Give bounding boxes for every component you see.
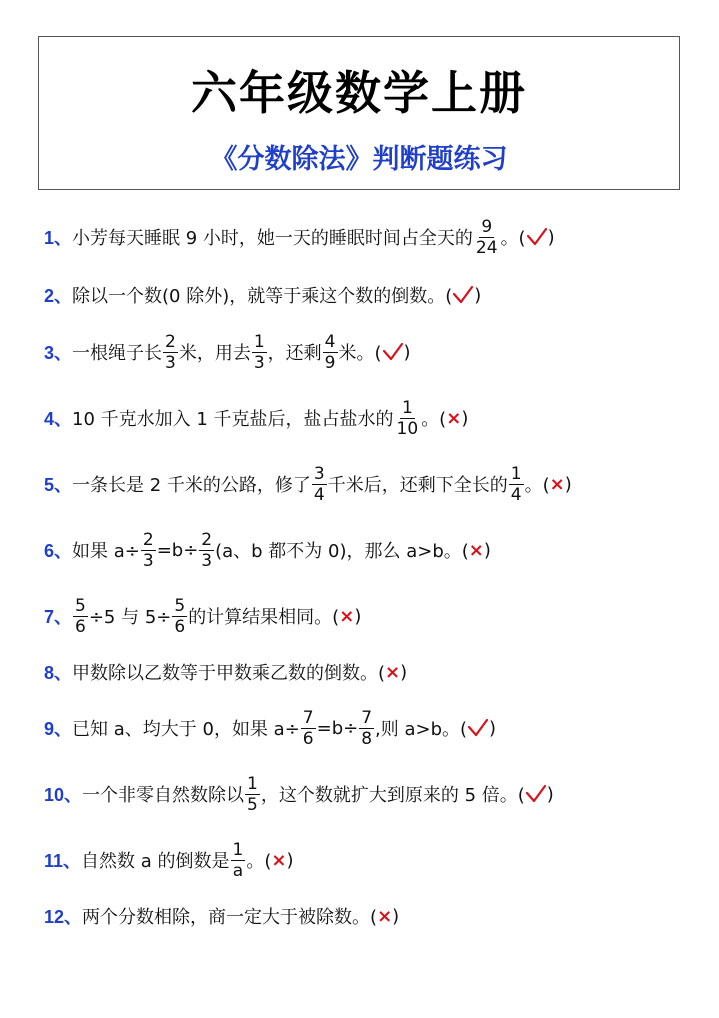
question-text: 已知 a、均大于 0，如果 a÷ [72,719,300,740]
question-text: 的计算结果相同。( [188,607,340,628]
closing-paren: ) [400,661,408,683]
question-item [44,398,468,438]
question-text: 除以一个数(0 除外)，就等于乘这个数的倒数。( [72,286,453,307]
closing-paren: ) [546,783,554,805]
question-text: 一条长是 2 千米的公路，修了 [72,475,311,496]
question-item [44,652,407,692]
fraction-numerator: 1 [253,331,265,352]
question-text: 。( [246,851,272,872]
question-text: (a、b 都不为 0)，那么 a>b。( [215,541,469,562]
question-item [44,774,554,814]
question-text: 。( [421,409,447,430]
fraction-numerator: 1 [510,463,522,484]
fraction [245,774,260,815]
question-text: 。( [500,228,526,249]
fraction-denominator: 3 [253,352,265,373]
question-number: 12、 [44,907,83,927]
fraction [359,708,374,749]
fraction-numerator: 7 [361,707,373,728]
question-text: 10 千克水加入 1 千克盐后，盐占盐水的 [72,409,394,430]
fraction-denominator: 6 [302,728,314,749]
question-number: 4、 [44,409,73,429]
closing-paren: ) [392,905,400,927]
cross-mark-icon: × [339,605,355,627]
fraction [172,596,187,637]
cross-mark-icon: × [271,849,287,871]
question-number: 3、 [44,343,73,363]
fraction-numerator: 3 [313,463,325,484]
fraction-denominator: a [232,860,244,881]
question-text: 一个非零自然数除以 [82,785,245,806]
question-number: 10、 [44,785,83,805]
question-text: 米，用去 [178,343,251,364]
fraction-denominator: 6 [75,616,86,637]
fraction [312,464,327,505]
fraction [301,708,316,749]
fraction [163,332,178,373]
closing-paren: ) [564,473,572,495]
check-mark-icon [467,718,489,738]
question-text: ,则 a>b。( [375,719,468,740]
fraction-denominator: 8 [361,728,373,749]
fraction-denominator: 3 [142,550,154,571]
fraction-denominator: 4 [510,484,522,505]
fraction-denominator: 4 [313,484,325,505]
question-text: ÷5 与 5÷ [88,607,172,628]
question-number: 5、 [44,475,73,495]
question-item [44,217,555,257]
closing-paren: ) [489,717,497,739]
fraction [252,332,267,373]
fraction-denominator: 9 [324,352,336,373]
question-text: 如果 a÷ [72,541,140,562]
closing-paren: ) [286,849,294,871]
fraction-numerator: 1 [247,773,258,794]
fraction-numerator: 5 [174,595,186,616]
closing-paren: ) [474,284,482,306]
check-mark-icon [525,784,547,804]
fraction-numerator: 1 [232,839,244,860]
closing-paren: ) [461,407,469,429]
question-number: 2、 [44,286,73,306]
check-mark-icon [452,285,474,305]
fraction-numerator: 2 [201,529,213,550]
question-number: 7、 [44,607,73,627]
fraction-denominator: 3 [165,352,176,373]
page-subtitle: 《分数除法》判断题练习 [210,144,508,175]
fraction [474,217,500,258]
question-number: 11、 [44,851,82,871]
question-number: 9、 [44,719,73,739]
question-text: 。( [524,475,550,496]
question-item [44,530,491,570]
page-title: 六年级数学上册 [191,66,527,120]
question-text: =b÷ [316,717,359,739]
question-number: 6、 [44,541,73,561]
fraction [395,398,421,439]
question-item [44,596,361,636]
question-number: 8、 [44,663,73,683]
closing-paren: ) [403,341,411,363]
fraction [73,596,88,637]
fraction-denominator: 10 [396,418,419,439]
fraction [231,840,246,881]
question-item [44,708,496,748]
closing-paren: ) [547,226,555,248]
fraction-denominator: 24 [475,237,498,258]
fraction-numerator: 5 [75,595,86,616]
fraction [141,530,156,571]
question-text: 小芳每天睡眠 9 小时，她一天的睡眠时间占全天的 [72,228,473,249]
fraction [509,464,524,505]
cross-mark-icon: × [549,473,565,495]
cross-mark-icon: × [468,539,484,561]
fraction-denominator: 3 [201,550,213,571]
question-text: =b÷ [156,539,199,561]
fraction-numerator: 2 [142,529,154,550]
question-item [44,840,294,880]
question-text: 一根绳子长 [72,343,163,364]
fraction [199,530,214,571]
fraction-numerator: 2 [165,331,176,352]
fraction-denominator: 6 [174,616,186,637]
question-item [44,332,411,372]
fraction-denominator: 5 [247,794,258,815]
question-text: 两个分数相除，商一定大于被除数。( [82,907,378,928]
question-text: 自然数 a 的倒数是 [81,851,230,872]
fraction-numerator: 7 [302,707,314,728]
check-mark-icon [382,342,404,362]
closing-paren: ) [354,605,362,627]
check-mark-icon [526,227,548,247]
question-text: ，这个数就扩大到原来的 5 倍。( [260,785,525,806]
cross-mark-icon: × [377,905,393,927]
cross-mark-icon: × [385,661,401,683]
fraction [323,332,338,373]
question-text: ，还剩 [267,343,322,364]
question-number: 1、 [44,228,73,248]
question-text: 千米后，还剩下全长的 [327,475,508,496]
fraction-numerator: 1 [401,397,413,418]
fraction-numerator: 4 [324,331,336,352]
fraction-numerator: 9 [481,216,493,237]
question-item [44,464,572,504]
question-item [44,275,481,315]
question-item [44,896,399,936]
question-text: 米。( [338,343,382,364]
cross-mark-icon: × [446,407,462,429]
question-text: 甲数除以乙数等于甲数乘乙数的倒数。( [72,663,386,684]
title-box [38,36,680,190]
closing-paren: ) [483,539,491,561]
